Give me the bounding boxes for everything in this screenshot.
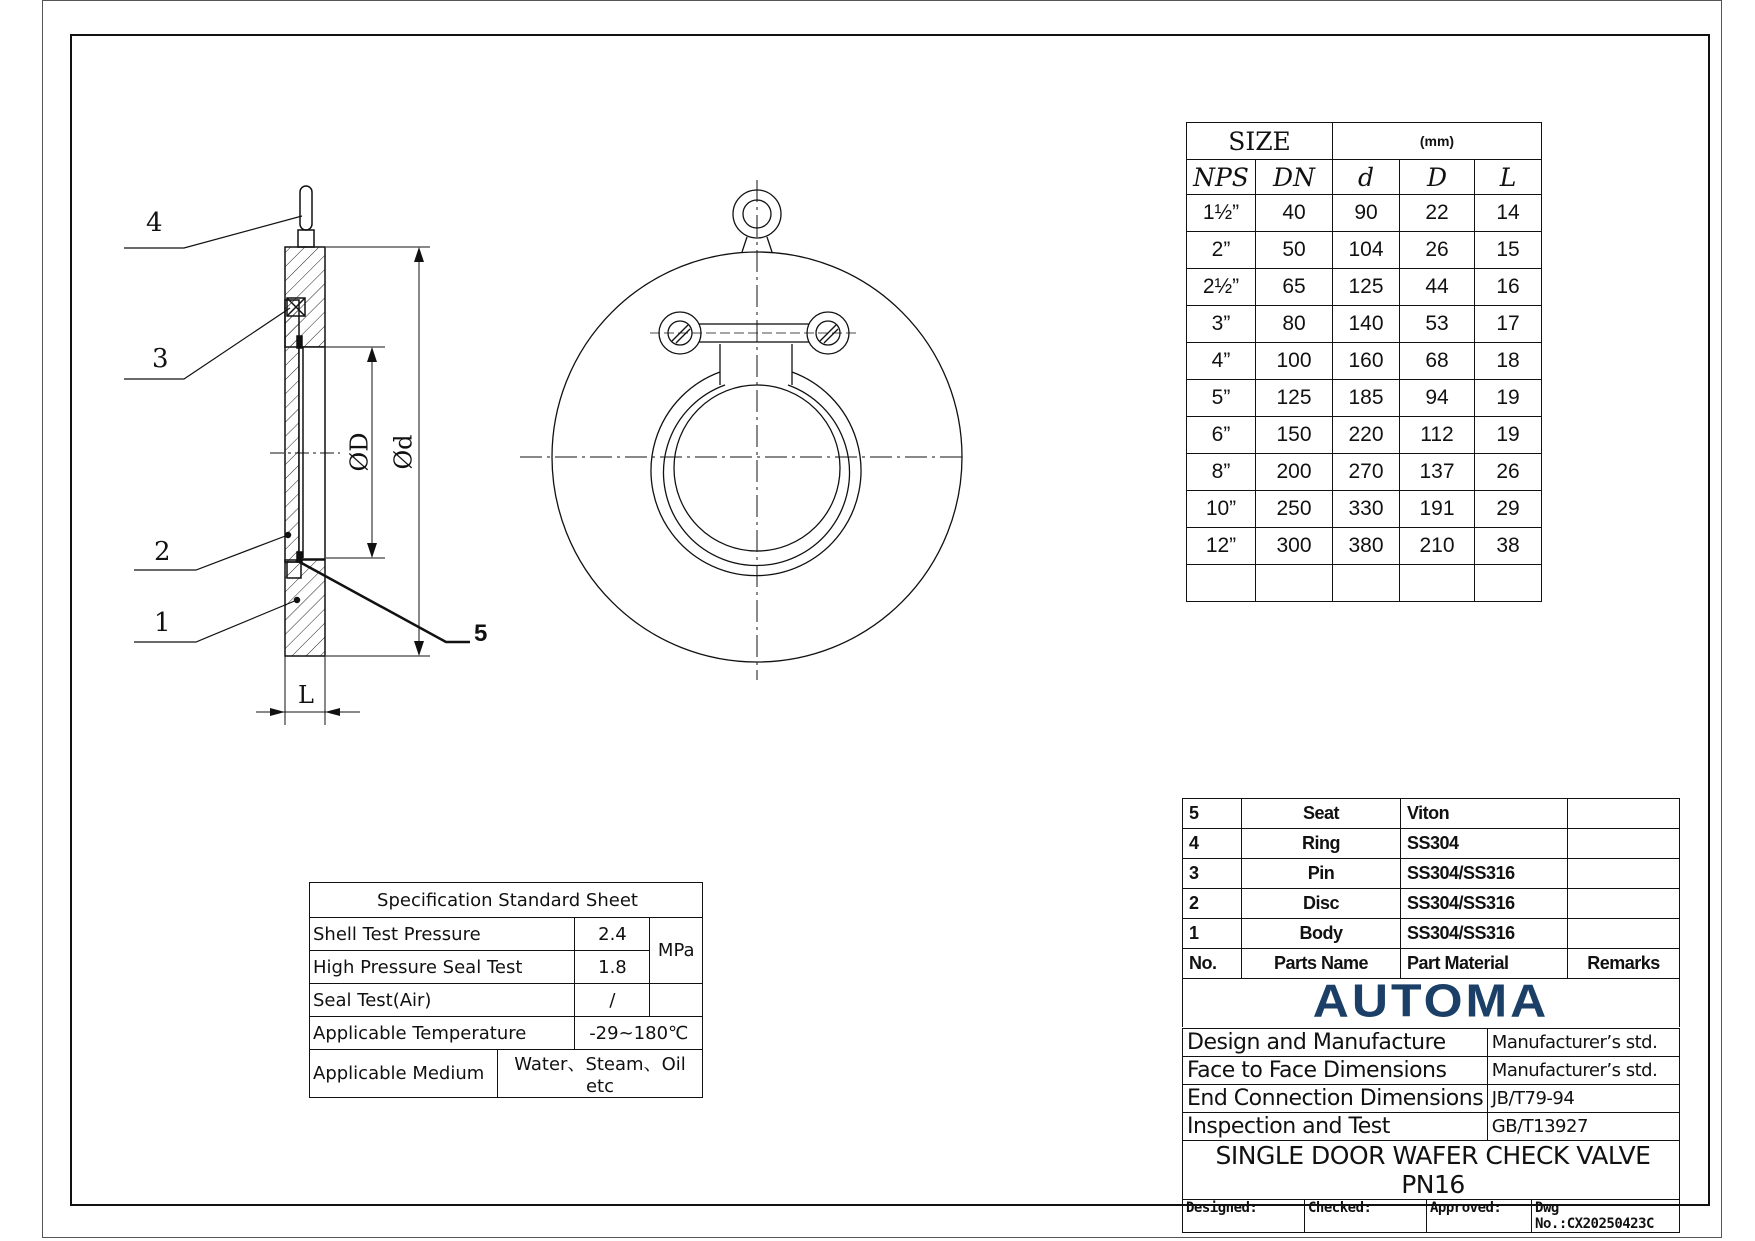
part-remarks bbox=[1568, 799, 1680, 829]
table-row bbox=[1183, 829, 1680, 859]
shell-test-value: 2.4 bbox=[575, 918, 650, 951]
medium-label: Applicable Medium bbox=[310, 1050, 498, 1098]
part-remarks bbox=[1568, 829, 1680, 859]
body-section-bottom bbox=[285, 560, 325, 656]
cell-L: 29 bbox=[1475, 491, 1542, 528]
cell-d: 90 bbox=[1333, 195, 1400, 232]
column-header: NPS bbox=[1187, 160, 1256, 195]
part-number: 4 bbox=[1183, 829, 1242, 859]
table-row bbox=[1187, 380, 1542, 417]
dimension-outer-diameter: Ød bbox=[389, 434, 418, 470]
header-no: No. bbox=[1183, 949, 1242, 979]
parts-list-table bbox=[1182, 798, 1680, 979]
cell-dn: 65 bbox=[1256, 269, 1333, 306]
cell-D: 112 bbox=[1400, 417, 1475, 454]
cell-d: 104 bbox=[1333, 232, 1400, 269]
table-row bbox=[1183, 1029, 1680, 1057]
medium-value: Water、Steam、Oil etc bbox=[498, 1050, 703, 1098]
cell-nps: 1½” bbox=[1187, 195, 1256, 232]
spec-sheet-table bbox=[309, 882, 703, 1098]
standard-value: JB/T79-94 bbox=[1487, 1085, 1679, 1113]
drawing-title: SINGLE DOOR WAFER CHECK VALVE PN16 bbox=[1183, 1141, 1680, 1200]
standard-label: Face to Face Dimensions bbox=[1183, 1057, 1488, 1085]
standard-label: End Connection Dimensions bbox=[1183, 1085, 1488, 1113]
front-view bbox=[520, 180, 965, 680]
checked-field: Checked: bbox=[1305, 1200, 1427, 1233]
part-material: SS304 bbox=[1401, 829, 1568, 859]
cell-D: 53 bbox=[1400, 306, 1475, 343]
cell-D: 22 bbox=[1400, 195, 1475, 232]
column-header: L bbox=[1475, 160, 1542, 195]
cell-D: 210 bbox=[1400, 528, 1475, 565]
cell-L: 19 bbox=[1475, 380, 1542, 417]
header-parts-name: Parts Name bbox=[1242, 949, 1401, 979]
cell-D: 26 bbox=[1400, 232, 1475, 269]
cell-d: 140 bbox=[1333, 306, 1400, 343]
cell-L: 38 bbox=[1475, 528, 1542, 565]
cell-d: 125 bbox=[1333, 269, 1400, 306]
table-row bbox=[1187, 195, 1542, 232]
table-row bbox=[1183, 889, 1680, 919]
cell-nps: 6” bbox=[1187, 417, 1256, 454]
air-test-value: / bbox=[575, 984, 650, 1017]
approved-field: Approved: bbox=[1427, 1200, 1532, 1233]
part-remarks bbox=[1568, 859, 1680, 889]
cell-d: 220 bbox=[1333, 417, 1400, 454]
cell-D: 44 bbox=[1400, 269, 1475, 306]
cell-d: 160 bbox=[1333, 343, 1400, 380]
part-material: SS304/SS316 bbox=[1401, 919, 1568, 949]
size-table-columns bbox=[1187, 160, 1542, 195]
part-name: Seat bbox=[1242, 799, 1401, 829]
size-table bbox=[1186, 122, 1542, 602]
table-row bbox=[1183, 799, 1680, 829]
part-number: 5 bbox=[1183, 799, 1242, 829]
cell-d: 185 bbox=[1333, 380, 1400, 417]
size-header: SIZE bbox=[1187, 123, 1333, 160]
cell-d: 270 bbox=[1333, 454, 1400, 491]
unit-header: (mm) bbox=[1333, 123, 1542, 160]
dimension-inner-diameter: ØD bbox=[345, 432, 374, 472]
table-row bbox=[1187, 454, 1542, 491]
designed-field: Designed: bbox=[1183, 1200, 1305, 1233]
cell-L: 18 bbox=[1475, 343, 1542, 380]
part-number: 1 bbox=[1183, 919, 1242, 949]
standard-value: GB/T13927 bbox=[1487, 1113, 1679, 1141]
spec-sheet-title: Specification Standard Sheet bbox=[310, 883, 703, 918]
part-material: SS304/SS316 bbox=[1401, 889, 1568, 919]
cell-L: 19 bbox=[1475, 417, 1542, 454]
part-number: 3 bbox=[1183, 859, 1242, 889]
temperature-value: -29~180℃ bbox=[575, 1017, 703, 1050]
ring-section bbox=[300, 186, 312, 230]
column-header: D bbox=[1400, 160, 1475, 195]
cell-dn: 300 bbox=[1256, 528, 1333, 565]
cell-D: 191 bbox=[1400, 491, 1475, 528]
seal-test-value: 1.8 bbox=[575, 951, 650, 984]
cell-dn: 80 bbox=[1256, 306, 1333, 343]
cell-dn: 50 bbox=[1256, 232, 1333, 269]
cell-dn: 40 bbox=[1256, 195, 1333, 232]
side-section-view bbox=[124, 186, 470, 725]
cell-nps: 8” bbox=[1187, 454, 1256, 491]
cell-nps: 10” bbox=[1187, 491, 1256, 528]
table-row bbox=[1183, 1057, 1680, 1085]
part-number: 2 bbox=[1183, 889, 1242, 919]
cell-dn: 100 bbox=[1256, 343, 1333, 380]
cell-L: 15 bbox=[1475, 232, 1542, 269]
cell-L: 16 bbox=[1475, 269, 1542, 306]
company-logo-box bbox=[1182, 975, 1680, 1027]
callout-2: 2 bbox=[154, 537, 171, 567]
column-header: DN bbox=[1256, 160, 1333, 195]
cell-nps: 2½” bbox=[1187, 269, 1256, 306]
part-name: Body bbox=[1242, 919, 1401, 949]
cell-dn: 150 bbox=[1256, 417, 1333, 454]
cell-D: 137 bbox=[1400, 454, 1475, 491]
table-row-empty bbox=[1187, 565, 1542, 602]
part-remarks bbox=[1568, 919, 1680, 949]
table-row bbox=[1183, 1113, 1680, 1141]
table-row bbox=[1187, 232, 1542, 269]
callout-3: 3 bbox=[152, 344, 169, 374]
size-table-header bbox=[1187, 123, 1542, 160]
standard-value: Manufacturer’s std. bbox=[1487, 1057, 1679, 1085]
part-name: Ring bbox=[1242, 829, 1401, 859]
cell-d: 380 bbox=[1333, 528, 1400, 565]
part-material: Viton bbox=[1401, 799, 1568, 829]
table-row bbox=[1183, 859, 1680, 889]
standard-label: Inspection and Test bbox=[1183, 1113, 1488, 1141]
cell-dn: 125 bbox=[1256, 380, 1333, 417]
standards-table bbox=[1182, 1028, 1680, 1233]
table-row bbox=[1187, 417, 1542, 454]
header-remarks: Remarks bbox=[1568, 949, 1680, 979]
table-row bbox=[1183, 1085, 1680, 1113]
callout-4: 4 bbox=[146, 208, 163, 238]
table-row bbox=[1187, 269, 1542, 306]
callout-5: 5 bbox=[474, 620, 488, 647]
drawing-number: Dwg No.:CX20250423C bbox=[1532, 1200, 1680, 1233]
pressure-unit: MPa bbox=[650, 918, 703, 984]
air-test-label: Seal Test(Air) bbox=[310, 984, 575, 1017]
column-header: d bbox=[1333, 160, 1400, 195]
temperature-label: Applicable Temperature bbox=[310, 1017, 575, 1050]
table-row bbox=[1183, 919, 1680, 949]
cell-nps: 12” bbox=[1187, 528, 1256, 565]
company-logo: AUTOMA bbox=[1312, 975, 1550, 1027]
cell-dn: 250 bbox=[1256, 491, 1333, 528]
part-name: Disc bbox=[1242, 889, 1401, 919]
table-row bbox=[1187, 343, 1542, 380]
standard-value: Manufacturer’s std. bbox=[1487, 1029, 1679, 1057]
cell-d: 330 bbox=[1333, 491, 1400, 528]
cell-D: 68 bbox=[1400, 343, 1475, 380]
cell-L: 26 bbox=[1475, 454, 1542, 491]
cell-L: 17 bbox=[1475, 306, 1542, 343]
part-name: Pin bbox=[1242, 859, 1401, 889]
standard-label: Design and Manufacture bbox=[1183, 1029, 1488, 1057]
cell-dn: 200 bbox=[1256, 454, 1333, 491]
cell-nps: 2” bbox=[1187, 232, 1256, 269]
seal-test-label: High Pressure Seal Test bbox=[310, 951, 575, 984]
part-remarks bbox=[1568, 889, 1680, 919]
callout-1: 1 bbox=[154, 608, 171, 638]
header-part-material: Part Material bbox=[1401, 949, 1568, 979]
shell-test-label: Shell Test Pressure bbox=[310, 918, 575, 951]
cell-nps: 5” bbox=[1187, 380, 1256, 417]
cell-nps: 3” bbox=[1187, 306, 1256, 343]
part-material: SS304/SS316 bbox=[1401, 859, 1568, 889]
cell-L: 14 bbox=[1475, 195, 1542, 232]
table-row bbox=[1187, 306, 1542, 343]
table-row bbox=[1187, 528, 1542, 565]
dimension-length: L bbox=[298, 681, 314, 709]
table-row bbox=[1187, 491, 1542, 528]
cell-nps: 4” bbox=[1187, 343, 1256, 380]
cell-D: 94 bbox=[1400, 380, 1475, 417]
